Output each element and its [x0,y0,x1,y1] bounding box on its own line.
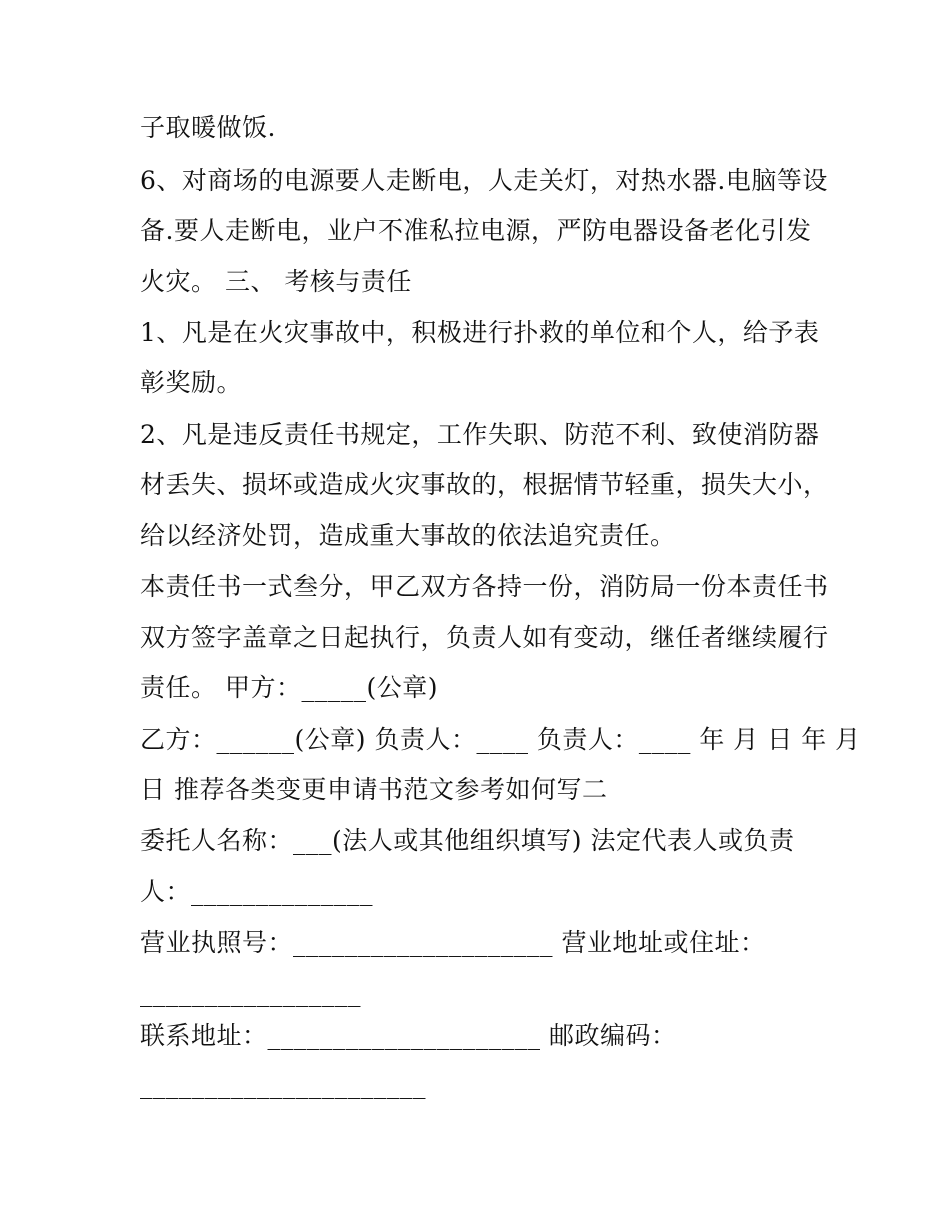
text-line: 子取暖做饭. [140,113,276,142]
text-line: 彰奖励。 [140,368,243,397]
text-line: 6、对商场的电源要人走断电，人走关灯，对热水器.电脑等设 [140,166,828,195]
text-line: 乙方：______(公章) 负责人：____ 负责人：____ 年 月 日 年 月 [140,725,861,754]
text-line: 2、凡是违反责任书规定，工作失职、防范不利、致使消防器 [140,420,820,449]
text-line: 人：______________ [140,877,374,906]
text-line: 火灾。 三、 考核与责任 [140,267,412,296]
text-line: 责任。 甲方：_____(公章) [140,673,438,702]
text-line: ______________________ [140,1070,426,1099]
text-line: 联系地址：_____________________ 邮政编码： [140,1021,677,1050]
text-line: 本责任书一式叁分，甲乙双方各持一份，消防局一份本责任书 [140,572,829,601]
text-line: 委托人名称：___(法人或其他组织填写) 法定代表人或负责 [140,826,795,855]
text-line: 备.要人走断电，业户不准私拉电源，严防电器设备老化引发 [140,216,812,245]
text-line: _________________ [140,978,361,1007]
text-line: 1、凡是在火灾事故中，积极进行扑救的单位和个人，给予表 [140,318,820,347]
text-line: 双方签字盖章之日起执行，负责人如有变动，继任者继续履行 [140,623,829,652]
text-line: 给以经济处罚，造成重大事故的依法追究责任。 [140,521,676,550]
text-line: 材丢失、损坏或造成火灾事故的，根据情节轻重，损失大小， [140,470,829,499]
text-line: 日 推荐各类变更申请书范文参考如何写二 [140,775,608,804]
text-line: 营业执照号：____________________ 营业地址或住址： [140,928,766,957]
